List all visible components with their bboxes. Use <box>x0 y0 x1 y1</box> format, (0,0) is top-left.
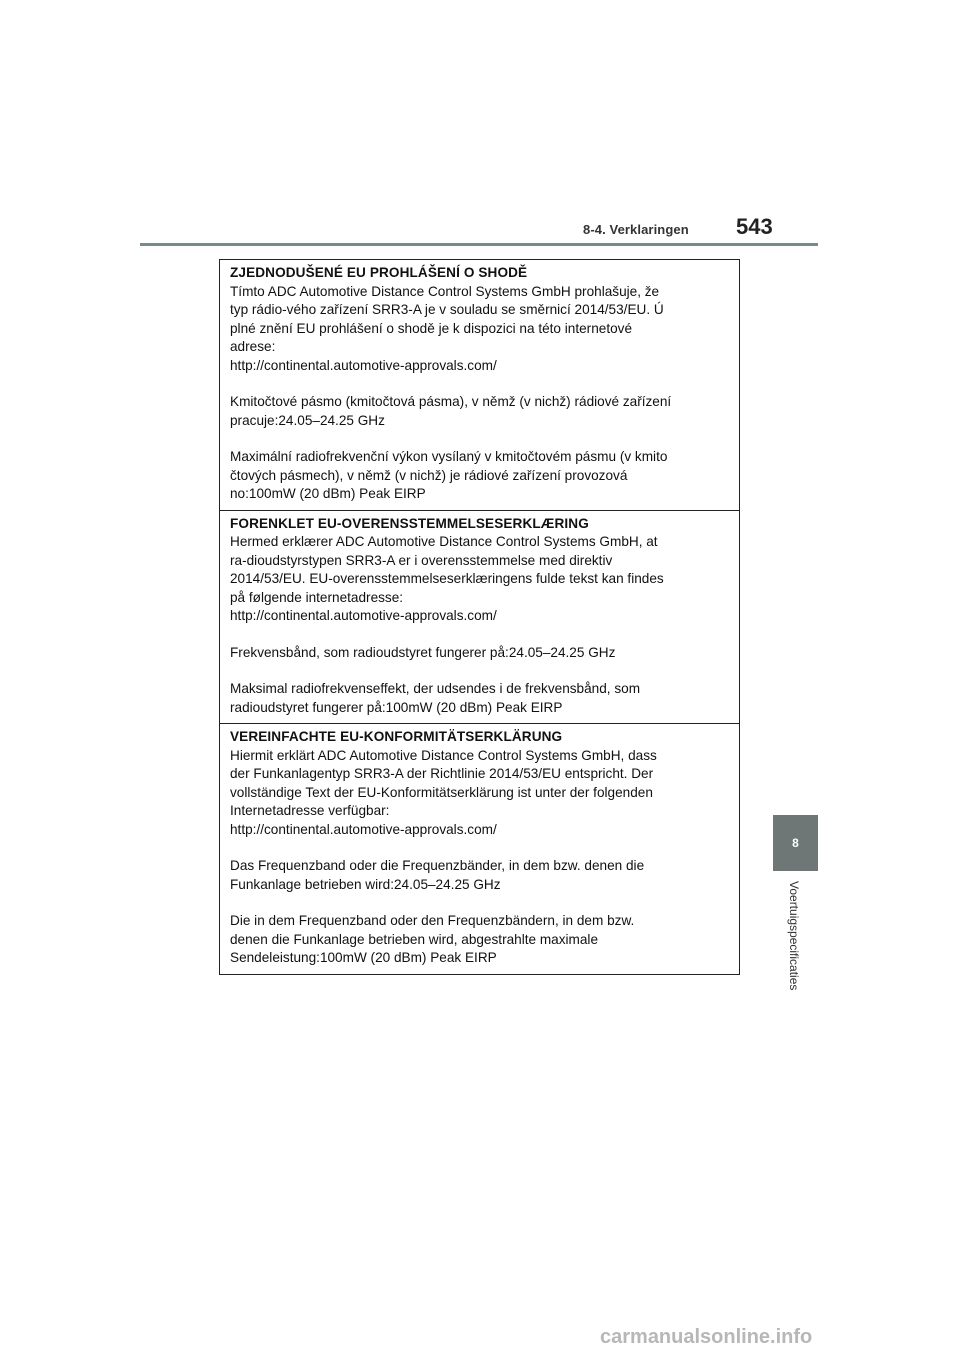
declaration-block <box>220 723 739 974</box>
declaration-text-line: Funkanlage betrieben wird:24.05–24.25 GHz <box>230 876 501 892</box>
approvals-url[interactable]: http://continental.automotive-approvals.com/ <box>230 357 497 373</box>
declaration-text-line: Maximální radiofrekvenční výkon vysílaný v kmitočtovém pásmu (v kmito <box>230 449 668 464</box>
declaration-title: FORENKLET EU-OVERENSSTEMMELSESERKLÆRING <box>230 515 589 531</box>
declaration-text-line: čtových pásmech), v němž (v nichž) je rádiové zařízení provozová <box>230 467 628 483</box>
declaration-text-line: der Funkanlagentyp SRR3-A der Richtlinie 2014/53/EU entspricht. Der <box>230 766 654 781</box>
approvals-url[interactable]: http://continental.automotive-approvals.com/ <box>230 821 497 837</box>
declaration-text-line: Das Frequenzband oder die Frequenzbänder, in dem bzw. denen die <box>230 858 645 873</box>
declaration-text-line: Sendeleistung:100mW (20 dBm) Peak EIRP <box>230 950 497 965</box>
chapter-tab[interactable] <box>773 815 818 871</box>
declaration-text-line: Frekvensbånd, som radioudstyret fungerer på:24.05–24.25 GHz <box>230 644 616 660</box>
declaration-text-line: 2014/53/EU. EU-overensstemmelseserklæringens fulde tekst kan findes <box>230 571 664 586</box>
declaration-text-line: denen die Funkanlage betrieben wird, abgestrahlte maximale <box>230 931 599 947</box>
paragraph-gap <box>230 662 729 680</box>
chapter-side-label-text: Voertuigspecificaties <box>787 881 801 991</box>
declaration-title: ZJEDNODUŠENÉ EU PROHLÁŠENÍ O SHODĚ <box>230 265 528 280</box>
paragraph-gap <box>230 430 729 448</box>
approvals-url[interactable]: http://continental.automotive-approvals.com/ <box>230 608 497 623</box>
declaration-text-line: typ rádio-vého zařízení SRR3-A je v souladu se směrnicí 2014/53/EU. Ú <box>230 302 664 317</box>
declaration-text-line: radioudstyret fungerer på:100mW (20 dBm) Peak EIRP <box>230 699 563 715</box>
paragraph-gap <box>230 626 729 644</box>
declaration-text-line: Maksimal radiofrekvenseffekt, der udsendes i de frekvensbånd, som <box>230 681 641 696</box>
declaration-text-line: no:100mW (20 dBm) Peak EIRP <box>230 486 426 501</box>
declaration-text-line: adrese: <box>230 339 276 354</box>
declaration-text-line: Internetadresse verfügbar: <box>230 803 390 818</box>
declaration-text-line: Kmitočtové pásmo (kmitočtová pásma), v němž (v nichž) rádiové zařízení <box>230 394 672 409</box>
paragraph-gap <box>230 894 729 912</box>
chapter-side-label <box>781 881 809 1011</box>
declarations-table <box>219 259 740 975</box>
paragraph-gap <box>230 375 729 393</box>
page-number: 543 <box>736 214 773 239</box>
declaration-block <box>220 510 739 724</box>
declaration-text-line: pracuje:24.05–24.25 GHz <box>230 412 385 428</box>
declaration-title: VEREINFACHTE EU-KONFORMITÄTSERKLÄRUNG <box>230 729 563 744</box>
declaration-text-line: ra-dioudstyrstypen SRR3-A er i overensstemmelse med direktiv <box>230 552 613 568</box>
declaration-text-line: vollständige Text der EU-Konformitätserklärung ist unter der folgenden <box>230 784 653 800</box>
footer-watermark: carmanualsonline.info <box>600 1326 813 1348</box>
declaration-text-line: plné znění EU prohlášení o shodě je k dispozici na této internetové <box>230 320 633 336</box>
running-header-section: 8-4. Verklaringen <box>583 222 689 237</box>
declaration-text-line: Die in dem Frequenzband oder den Frequenzbändern, in dem bzw. <box>230 913 635 928</box>
declaration-text-line: Hermed erklærer ADC Automotive Distance Control Systems GmbH, at <box>230 534 658 549</box>
paragraph-gap <box>230 839 729 857</box>
header-rule <box>140 243 818 246</box>
chapter-tab-number: 8 <box>792 836 799 850</box>
declaration-text-line: Hiermit erklärt ADC Automotive Distance Control Systems GmbH, dass <box>230 747 657 763</box>
declaration-text-line: Tímto ADC Automotive Distance Control Systems GmbH prohlašuje, že <box>230 283 660 299</box>
declaration-text-line: på følgende internetadresse: <box>230 589 404 605</box>
declaration-block <box>220 260 739 510</box>
